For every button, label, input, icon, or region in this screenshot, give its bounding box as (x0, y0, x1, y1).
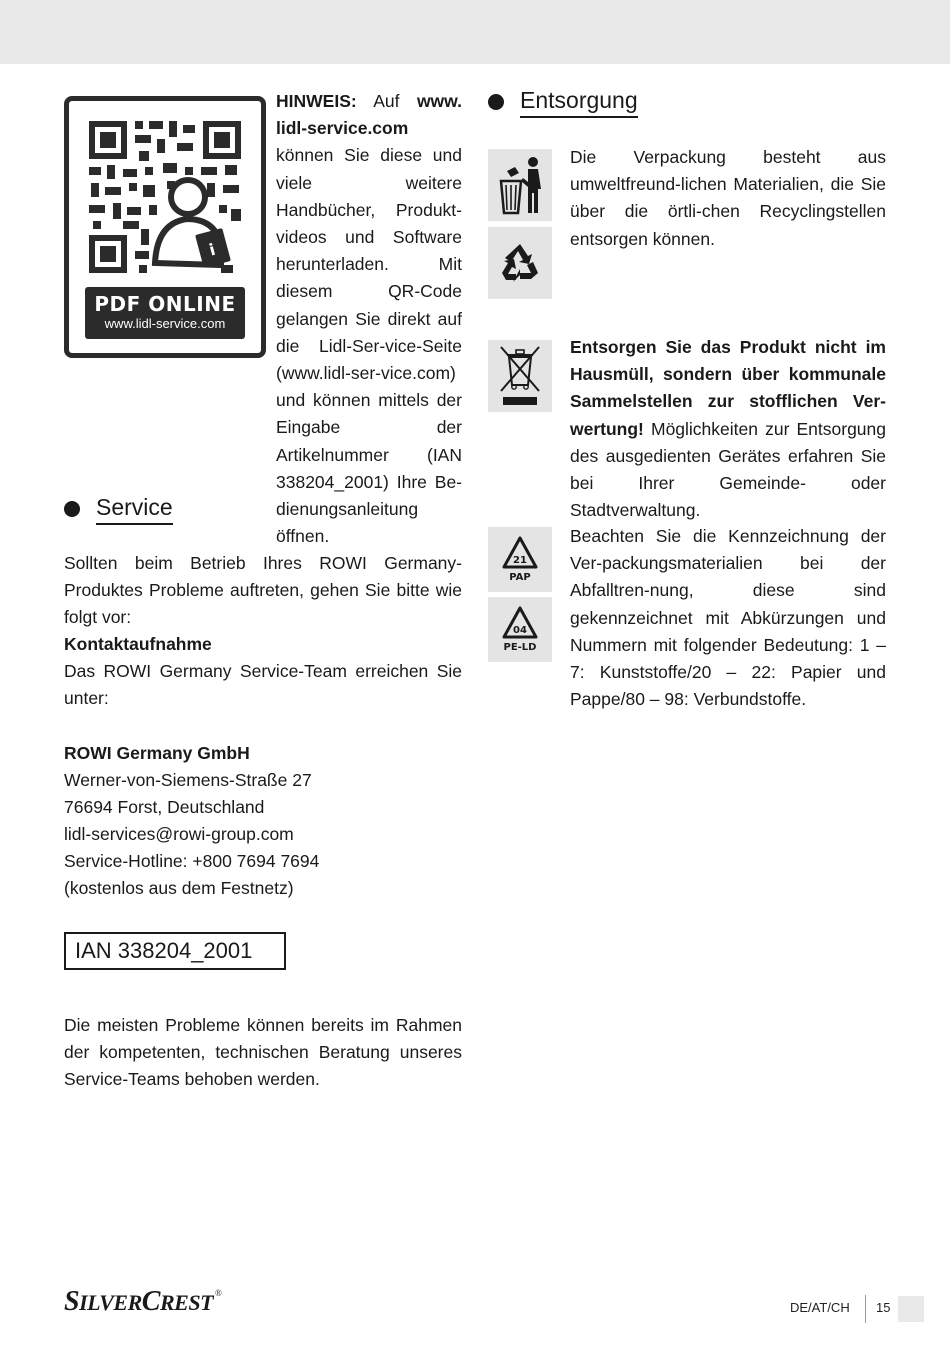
service-closing: Die meisten Probleme können bereits im Rahmen der kompetenten, technischen Beratung unseres Service-Teams behoben werden. (64, 1015, 462, 1090)
hinweis-text-2: können Sie diese und viele weitere Handbücher, Produkt-videos und Software herunterladen. Mit diesem QR-Code gelangen Sie direkt auf die Lidl-Ser-vice-Seite (www.lidl-ser-vice.com) und können mittels der Eingabe der Artikelnummer (IAN 338204_2001) Ihre Be-dienungsanleitung öffnen. (276, 145, 462, 547)
svg-text:i: i (207, 239, 218, 260)
qr-code-box[interactable] (64, 96, 266, 358)
service-title: Service (96, 492, 173, 525)
qr-code-icon (83, 115, 247, 279)
brand-s: S (64, 1286, 80, 1317)
pap-code-number: 21 (513, 554, 527, 566)
product-disposal-bold: Entsorgen Sie das Produkt nicht im Hausmüll, sondern über kommunale Sammelstellen zur stofflichen Ver-wertung! (570, 337, 886, 439)
entsorgung-heading (488, 85, 638, 118)
footer-tab-marker (898, 1296, 924, 1322)
hinweis-text-1: Auf (356, 91, 417, 111)
header-band (0, 0, 950, 64)
packaging-text: Die Verpackung besteht aus umweltfreund-lichen Materialien, die Sie über die örtli-chen Recyclingstellen entsorgen können. (570, 147, 886, 249)
company-email[interactable]: lidl-services@rowi-group.com (64, 824, 294, 844)
page-number: 15 (876, 1300, 891, 1315)
pe-ld-code-number: 04 (513, 624, 527, 636)
entsorgung-title: Entsorgung (520, 85, 638, 118)
pe-ld-code-label: PE-LD (503, 641, 537, 653)
brand-c: C (141, 1286, 160, 1317)
contact-heading: Kontaktaufnahme (64, 634, 212, 654)
bullet-dot (64, 501, 80, 517)
brand-ilver: ILVER (79, 1290, 142, 1315)
ian-number-box: IAN 338204_2001 (64, 932, 286, 970)
trash-person-icon (488, 149, 552, 221)
crossed-bin-icon (488, 340, 552, 412)
pap-code-label: PAP (509, 571, 531, 583)
hinweis-note (276, 88, 462, 550)
contact-text: Das ROWI Germany Service-Team erreichen Sie unter: (64, 661, 462, 709)
bullet-dot (488, 94, 504, 110)
marking-text: Beachten Sie die Kennzeichnung der Ver-packungsmaterialien bei der Abfalltren-nung, diese sind gekennzeichnet mit Abkürzungen und Nummern mit folgender Bedeutung: 1 – 7: Kunststoffe/20 – 22: Papier und Pappe/80 – 98: Verbundstoffe. (570, 526, 886, 710)
hinweis-url[interactable]: www. lidl-service.com (276, 91, 462, 139)
pdf-online-url[interactable]: www.lidl-service.com (104, 316, 226, 331)
hotline-note: (kostenlos aus dem Festnetz) (64, 878, 294, 898)
pe-ld-recycling-code-icon (488, 597, 552, 662)
brand-registered: ® (215, 1288, 222, 1298)
pdf-online-title: PDF ONLINE (94, 292, 236, 316)
company-name: ROWI Germany GmbH (64, 743, 250, 763)
product-disposal-rest: Möglichkeiten zur Entsorgung des ausgedienten Gerätes erfahren Sie bei Ihrer Gemeinde- oder Stadtverwaltung. (570, 418, 886, 521)
pdf-online-badge[interactable] (85, 287, 245, 339)
company-city: 76694 Forst, Deutschland (64, 797, 265, 817)
hinweis-label: HINWEIS: (276, 91, 357, 111)
product-disposal-text (570, 334, 886, 524)
service-heading (64, 492, 173, 525)
footer-language: DE/AT/CH (790, 1300, 850, 1315)
brand-rest: REST (159, 1290, 214, 1315)
footer-divider (865, 1295, 866, 1323)
company-street: Werner-von-Siemens-Straße 27 (64, 770, 312, 790)
service-intro: Sollten beim Betrieb Ihres ROWI Germany-Produktes Probleme auftreten, gehen Sie bitte wie folgt vor: (64, 553, 462, 628)
recycle-icon (488, 227, 552, 299)
service-hotline[interactable]: Service-Hotline: +800 7694 7694 (64, 851, 320, 871)
silvercrest-logo (64, 1286, 221, 1318)
pap-recycling-code-icon (488, 527, 552, 592)
